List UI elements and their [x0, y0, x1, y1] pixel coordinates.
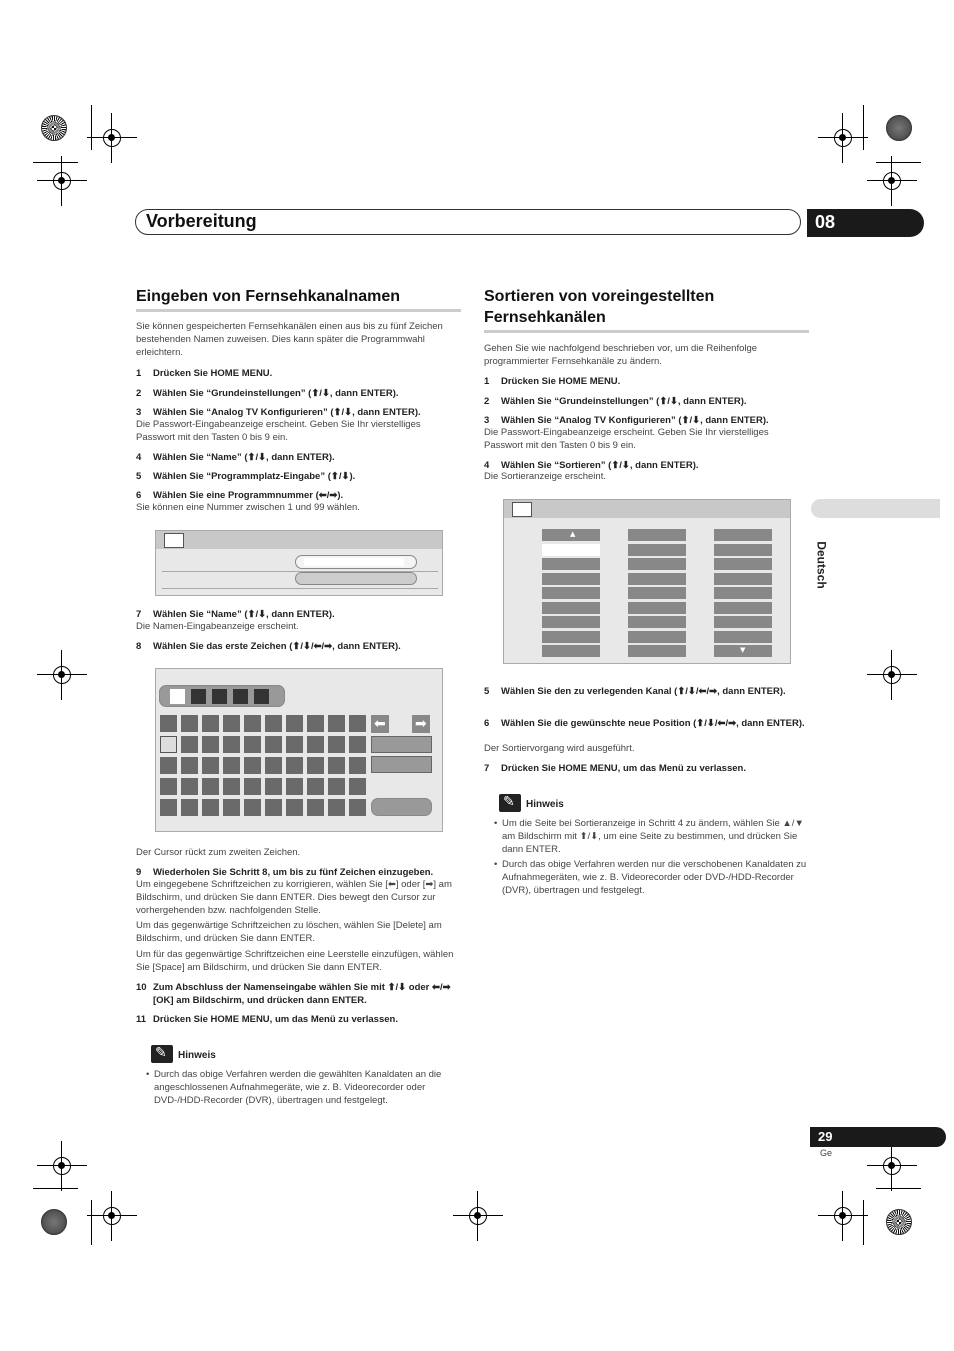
name-char-slot — [212, 689, 227, 704]
step-1: 1 Drücken Sie HOME MENU. — [136, 368, 273, 379]
language-label: Deutsch — [814, 541, 829, 589]
name-char-slot — [191, 689, 206, 704]
character-key — [181, 736, 198, 753]
language-tab — [814, 528, 844, 608]
character-key — [286, 715, 303, 732]
hint-text: Durch das obige Verfahren werden die gewählten Kanaldaten an die angeschlossenen Aufnahmegeräte, wie z. B. Videorecorder oder DVD-/HDD-Recorder (DVR), übertragen und festgelegt. — [154, 1069, 442, 1106]
program-number-field — [295, 555, 417, 569]
character-key — [223, 715, 240, 732]
step-11: 11 Drücken Sie HOME MENU, um das Menü zu verlassen. — [136, 1014, 398, 1025]
sort-list-cell — [628, 558, 686, 570]
sort-list-cell — [714, 544, 772, 556]
section-rule — [136, 309, 461, 312]
step-7: 7 Wählen Sie “Name” (⬆/⬇, dann ENTER). — [136, 609, 335, 620]
step-7: 7 Drücken Sie HOME MENU, um das Menü zu verlassen. — [484, 763, 746, 774]
page-title: Vorbereitung — [146, 211, 257, 231]
hint-label: Hinweis — [178, 1050, 216, 1061]
page-number-badge — [810, 1127, 946, 1147]
step-9-note-3: Um für das gegenwärtige Schriftzeichen eine Leerstelle einzufügen, wählen Sie [Space] am Bildschirm, und drücken Sie dann ENTER. — [136, 949, 454, 973]
gray-rosette — [41, 1209, 67, 1235]
channel-setup-screen — [155, 530, 443, 596]
character-key — [286, 757, 303, 774]
character-key — [265, 799, 282, 816]
sort-list-cell — [542, 573, 600, 585]
sort-list-cell — [628, 529, 686, 541]
sort-list-cell — [628, 544, 686, 556]
registration-mark — [879, 662, 905, 688]
right-section-title-1: Sortieren von voreingestellten — [484, 288, 715, 305]
step-4: 4 Wählen Sie “Sortieren” (⬆/⬇, dann ENTER). — [484, 460, 699, 471]
character-key — [328, 715, 345, 732]
name-char-slot — [170, 689, 185, 704]
left-arrow-key: ⬅ — [371, 715, 389, 733]
step-3: 3 Wählen Sie “Analog TV Konfigurieren” (⬆/⬇, dann ENTER). — [484, 415, 769, 426]
character-key — [265, 715, 282, 732]
character-key — [160, 778, 177, 795]
chapter-number: 08 — [815, 212, 836, 232]
sort-list-cell — [714, 631, 772, 643]
character-key — [265, 736, 282, 753]
step-5: 5 Wählen Sie “Programmplatz-Eingabe” (⬆/⬇). — [136, 471, 356, 482]
sort-list-cell — [628, 616, 686, 628]
character-key — [286, 799, 303, 816]
character-key — [223, 799, 240, 816]
step-2: 2 Wählen Sie “Grundeinstellungen” (⬆/⬇, dann ENTER). — [484, 396, 747, 407]
character-key — [181, 778, 198, 795]
step-4: 4 Wählen Sie “Name” (⬆/⬇, dann ENTER). — [136, 452, 335, 463]
character-key — [244, 799, 261, 816]
character-key — [244, 736, 261, 753]
registration-mark — [830, 1203, 856, 1229]
sort-list-cell — [714, 529, 772, 541]
character-key — [244, 778, 261, 795]
sort-list-cell — [542, 616, 600, 628]
right-section-title-2: Fernsehkanälen — [484, 309, 606, 326]
step-8: 8 Wählen Sie das erste Zeichen (⬆/⬇/⬅/➡, dann ENTER). — [136, 641, 401, 652]
registration-mark — [99, 125, 125, 151]
step-3-note: Die Passwort-Eingabeanzeige erscheint. Geben Sie Ihr vierstelliges Passwort mit den Tasten 0 bis 9 ein. — [484, 427, 769, 451]
name-field — [295, 572, 417, 585]
character-key — [202, 778, 219, 795]
registration-mark — [49, 1153, 75, 1179]
hint-text-2: Durch das obige Verfahren werden nur die verschobenen Kanaldaten zu Aufnahmegeräten, wie z. B. Videorecorder oder DVD-/HDD-Recorder (DVR), übertragen und festgelegt. — [502, 859, 807, 896]
character-key — [202, 736, 219, 753]
delete-key — [371, 736, 432, 753]
step-10: 10 Zum Abschluss der Namenseingabe wählen Sie mit ⬆/⬇ oder ⬅/➡ [OK] am Bildschirm, und drücken dann ENTER. — [136, 982, 451, 1006]
character-key — [160, 799, 177, 816]
registration-mark — [99, 1203, 125, 1229]
color-rosette — [41, 115, 67, 141]
name-char-slot — [233, 689, 248, 704]
hint-icon — [499, 794, 521, 812]
step-6: 6 Wählen Sie die gewünschte neue Position (⬆/⬇/⬅/➡, dann ENTER). — [484, 718, 805, 729]
sort-list-cell — [542, 645, 600, 657]
character-key — [202, 799, 219, 816]
character-key — [244, 757, 261, 774]
registration-mark — [879, 168, 905, 194]
sort-list-cell — [542, 587, 600, 599]
side-tab — [811, 499, 940, 518]
registration-mark — [830, 125, 856, 151]
sort-screen — [503, 499, 791, 664]
sort-list-cell — [542, 631, 600, 643]
left-section-title: Eingeben von Fernsehkanalnamen — [136, 288, 401, 305]
left-intro: Sie können gespeicherten Fernsehkanälen einen aus bis zu fünf Zeichen bestehenden Namen zuweisen. Dies kann später die Programmwahl erleichtern. — [136, 321, 443, 358]
step-6-note: Der Sortiervorgang wird ausgeführt. — [484, 743, 635, 754]
sort-list-cell — [628, 573, 686, 585]
sort-list-cell — [542, 544, 600, 556]
section-rule — [484, 330, 809, 333]
character-key — [244, 715, 261, 732]
character-key — [307, 778, 324, 795]
gray-rosette — [886, 115, 912, 141]
character-key — [349, 736, 366, 753]
language-code: Ge — [820, 1148, 833, 1158]
menu-icon — [512, 502, 532, 517]
sort-list-cell — [714, 602, 772, 614]
step-6: 6 Wählen Sie eine Programmnummer (⬅/➡). — [136, 490, 344, 501]
character-key — [202, 757, 219, 774]
space-key — [371, 756, 432, 773]
character-key — [181, 715, 198, 732]
menu-icon — [164, 533, 184, 548]
ok-key — [371, 798, 432, 816]
cursor-note: Der Cursor rückt zum zweiten Zeichen. — [136, 847, 301, 858]
character-key — [286, 736, 303, 753]
sort-list-cell — [714, 616, 772, 628]
color-rosette — [886, 1209, 912, 1235]
character-key — [181, 757, 198, 774]
sort-list-cell — [714, 573, 772, 585]
character-key — [265, 757, 282, 774]
name-char-slot — [254, 689, 269, 704]
page-number: 29 — [818, 1129, 833, 1144]
character-key — [223, 757, 240, 774]
step-9: 9 Wiederholen Sie Schritt 8, um bis zu fünf Zeichen einzugeben. — [136, 867, 434, 878]
sort-list-cell — [714, 558, 772, 570]
right-arrow-key: ➡ — [412, 715, 430, 733]
character-key — [307, 715, 324, 732]
step-9-note-1: Um eingegebene Schriftzeichen zu korrigieren, wählen Sie [⬅] oder [➡] am Bildschirm, und drücken Sie dann ENTER. Dies bewegt den Cursor zur vorhergehenden bzw. nachfolgenden Stelle. — [136, 879, 452, 916]
character-key — [307, 736, 324, 753]
character-key — [286, 778, 303, 795]
sort-list-cell — [542, 602, 600, 614]
character-key — [349, 799, 366, 816]
name-input-screen — [155, 668, 443, 832]
character-key — [223, 778, 240, 795]
right-intro: Gehen Sie wie nachfolgend beschrieben vor, um die Reihenfolge programmierter Fernsehkanäle zu ändern. — [484, 343, 758, 367]
sort-list-cell — [714, 587, 772, 599]
page-down-icon: ▼ — [740, 646, 746, 654]
sort-list-cell — [628, 645, 686, 657]
character-key — [349, 778, 366, 795]
character-key — [181, 799, 198, 816]
character-key — [223, 736, 240, 753]
character-key — [328, 799, 345, 816]
character-key — [307, 757, 324, 774]
step-5: 5 Wählen Sie den zu verlegenden Kanal (⬆/⬇/⬅/➡, dann ENTER). — [484, 686, 786, 697]
character-key — [349, 757, 366, 774]
step-9-note-2: Um das gegenwärtige Schriftzeichen zu löschen, wählen Sie [Delete] am Bildschirm, und drücken Sie dann ENTER. — [136, 920, 442, 944]
page-up-icon: ▲ — [570, 530, 576, 538]
registration-mark — [49, 662, 75, 688]
hint-label: Hinweis — [526, 799, 564, 810]
step-2: 2 Wählen Sie “Grundeinstellungen” (⬆/⬇, dann ENTER). — [136, 388, 399, 399]
hint-text-1: Um die Seite bei Sortieranzeige in Schritt 4 zu ändern, wählen Sie ▲/▼ am Bildschirm mit ⬆/⬇, um eine Seite zu bestimmen, und drücken Sie dann ENTER. — [502, 818, 804, 855]
character-key — [307, 799, 324, 816]
character-key — [160, 736, 177, 753]
chapter-badge — [807, 209, 924, 237]
character-key — [160, 715, 177, 732]
hint-icon — [151, 1045, 173, 1063]
character-key — [160, 757, 177, 774]
step-7-note: Die Namen-Eingabeanzeige erscheint. — [136, 621, 299, 632]
step-6-note: Sie können eine Nummer zwischen 1 und 99 wählen. — [136, 502, 360, 513]
registration-mark — [49, 168, 75, 194]
registration-mark — [465, 1203, 491, 1229]
step-3-note: Die Passwort-Eingabeanzeige erscheint. Geben Sie Ihr vierstelliges Passwort mit den Tasten 0 bis 9 ein. — [136, 419, 421, 443]
character-key — [202, 715, 219, 732]
sort-list-cell — [628, 587, 686, 599]
character-key — [328, 757, 345, 774]
character-key — [265, 778, 282, 795]
character-key — [349, 715, 366, 732]
sort-list-cell — [628, 631, 686, 643]
sort-list-cell — [542, 558, 600, 570]
character-key — [328, 778, 345, 795]
step-4-note: Die Sortieranzeige erscheint. — [484, 471, 606, 482]
registration-mark — [879, 1153, 905, 1179]
sort-list-cell — [628, 602, 686, 614]
step-3: 3 Wählen Sie “Analog TV Konfigurieren” (⬆/⬇, dann ENTER). — [136, 407, 421, 418]
step-1: 1 Drücken Sie HOME MENU. — [484, 376, 621, 387]
character-key — [328, 736, 345, 753]
